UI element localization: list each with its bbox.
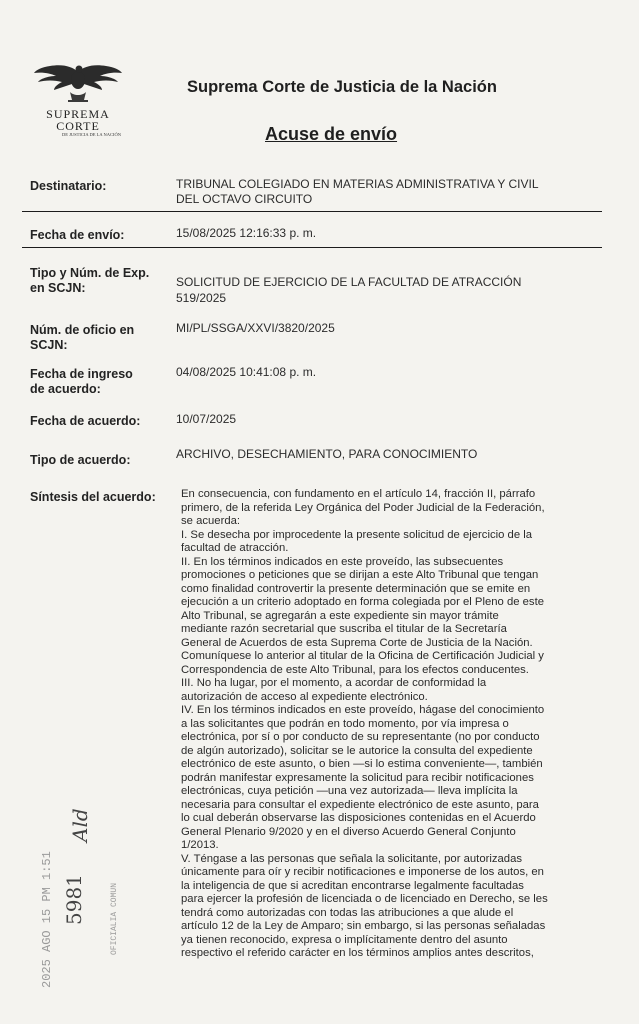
logo-line-corte: CORTE <box>56 119 100 133</box>
sintesis-line: primero, de la referida Ley Orgánica del Poder Judicial de la Federación, <box>181 501 545 514</box>
sintesis-line: I. Se desecha por improcedente la presente solicitud de ejercicio de la <box>181 528 533 541</box>
sintesis-line: II. En los términos indicados en este proveído, las subsecuentes <box>181 555 504 568</box>
sintesis-line: electrónicas, cuya petición —una vez autorizada— lleva implícita la <box>181 785 518 797</box>
sintesis-line: únicamente para oír y recibir notificaciones e imponerse de los autos, en <box>181 866 544 878</box>
tipo-exp-line-1: SOLICITUD DE EJERCICIO DE LA FACULTAD DE ATRACCIÓN <box>176 275 522 289</box>
logo-line-subtitle: DE JUSTICIA DE LA NACIÓN <box>62 132 121 137</box>
sintesis-line: IV. En los términos indicados en este proveído, hágase del conocimiento <box>181 704 545 716</box>
sintesis-line: Comuníquese lo anterior al titular de la Oficina de Certificación Judicial y <box>181 650 544 662</box>
sintesis-line: ya tienen reconocido, expresa o implícitamente dentro del asunto <box>181 933 508 946</box>
sintesis-line: artículo 12 de la Ley de Amparo; sin embargo, si las personas señaladas <box>181 920 546 932</box>
sintesis-label: Síntesis del acuerdo: <box>30 490 156 504</box>
sintesis-line: facultad de atracción. <box>181 542 289 554</box>
fecha-acuerdo-label: Fecha de acuerdo: <box>30 414 141 428</box>
sintesis-line: promociones o peticiones que se dirijan a este Alto Tribunal que tengan <box>181 569 539 581</box>
tipo-acuerdo-value: ARCHIVO, DESECHAMIENTO, PARA CONOCIMIENTO <box>176 447 478 461</box>
receipt-stamp-office: OFICIALIA COMUN <box>110 882 119 955</box>
sintesis-line: electrónico de este asunto, o bien —si lo estima conveniente—, también <box>181 758 543 770</box>
tipo-exp-line-2: 519/2025 <box>176 291 227 305</box>
destinatario-label: Destinatario: <box>30 179 107 193</box>
oficio-label-2: SCJN: <box>30 338 68 352</box>
fecha-envio-value: 15/08/2025 12:16:33 p. m. <box>176 226 317 240</box>
handwritten-number: 5981 <box>62 874 86 925</box>
institution-name: Suprema Corte de Justicia de la Nación <box>187 78 497 96</box>
sintesis-line: General de Acuerdos de esta Suprema Corte de Justicia de la Nación. <box>181 636 533 649</box>
sintesis-line: la inteligencia de que si acreditan encontrarse legalmente facultadas <box>181 879 524 892</box>
receipt-stamp: 2025 AGO 15 PM 1:51 <box>40 851 54 988</box>
ingreso-value: 04/08/2025 10:41:08 p. m. <box>176 365 317 379</box>
sintesis-line: tendrá como autorizadas con todas las atribuciones a que alude el <box>181 906 514 919</box>
sintesis-line: Alto Tribunal, se agregarán a este expediente sin mayor trámite <box>181 609 499 622</box>
oficio-label-1: Núm. de oficio en <box>30 323 135 337</box>
fecha-envio-label: Fecha de envío: <box>30 228 125 242</box>
divider <box>22 247 602 248</box>
sintesis-line: En consecuencia, con fundamento en el artículo 14, fracción II, párrafo <box>181 488 536 500</box>
sintesis-line: como finalidad controvertir la presente determinación que se emite en <box>181 582 531 595</box>
sintesis-line: se acuerda: <box>181 515 241 527</box>
tipo-exp-label-1: Tipo y Núm. de Exp. <box>30 266 150 280</box>
sintesis-line: lo cual deberán observarse las disposiciones contenidas en el Acuerdo <box>181 812 536 824</box>
sintesis-line: 1/2013. <box>181 839 219 851</box>
sintesis-line: para ejercer la profesión de licenciada o de licenciado en Derecho, se les <box>181 893 548 905</box>
sintesis-line: ejecución a un criterio adoptado en forma colegiada por el Pleno de este <box>181 596 544 608</box>
oficio-value: MI/PL/SSGA/XXVI/3820/2025 <box>176 321 335 335</box>
sintesis-line: V. Téngase a las personas que señala la solicitante, por autorizadas <box>181 852 523 865</box>
fecha-acuerdo-value: 10/07/2025 <box>176 412 237 426</box>
destinatario-line-2: DEL OCTAVO CIRCUITO <box>176 192 313 206</box>
sintesis-line: a las solicitantes que podrán en todo momento, por vía impresa o <box>181 717 509 730</box>
scjn-logo <box>28 62 128 137</box>
sintesis-line: Correspondencia de este Alto Tribunal, para los efectos conducentes. <box>181 663 529 676</box>
sintesis-line: podrán manifestar expresamente la solicitud para recibir notificaciones <box>181 771 534 784</box>
ingreso-label-1: Fecha de ingreso <box>30 367 133 381</box>
handwritten-initials: Ald <box>68 808 92 842</box>
logo-line-suprema: SUPREMA <box>46 107 110 121</box>
divider <box>22 211 602 212</box>
sintesis-line: de algún autorizado), solicitar se le autorice la consulta del expediente <box>181 744 533 757</box>
sintesis-line: respectivo el referido carácter en los términos amplios antes descritos, <box>181 947 534 959</box>
ingreso-label-2: de acuerdo: <box>30 382 101 396</box>
eagle-emblem-icon <box>32 62 124 106</box>
page-title: Acuse de envío <box>265 124 398 144</box>
sintesis-line: necesaria para consultar el expediente electrónico de este asunto, para <box>181 798 539 811</box>
sintesis-line: III. No ha lugar, por el momento, a acordar de conformidad la <box>181 677 487 689</box>
sintesis-line: electrónica, por sí o por conducto de su representante (no por conducto <box>181 731 540 743</box>
sintesis-line: mediante razón secretarial que suscriba el titular de la Secretaría <box>181 623 507 635</box>
sintesis-body <box>181 488 601 961</box>
tipo-exp-label-2: en SCJN: <box>30 281 86 295</box>
tipo-acuerdo-label: Tipo de acuerdo: <box>30 453 131 467</box>
sintesis-line: General Plenario 9/2020 y en el diverso Acuerdo General Conjunto <box>181 825 516 838</box>
destinatario-line-1: TRIBUNAL COLEGIADO EN MATERIAS ADMINISTRATIVA Y CIVIL <box>176 177 539 191</box>
sintesis-line: autorización de acceso al expediente electrónico. <box>181 690 428 703</box>
